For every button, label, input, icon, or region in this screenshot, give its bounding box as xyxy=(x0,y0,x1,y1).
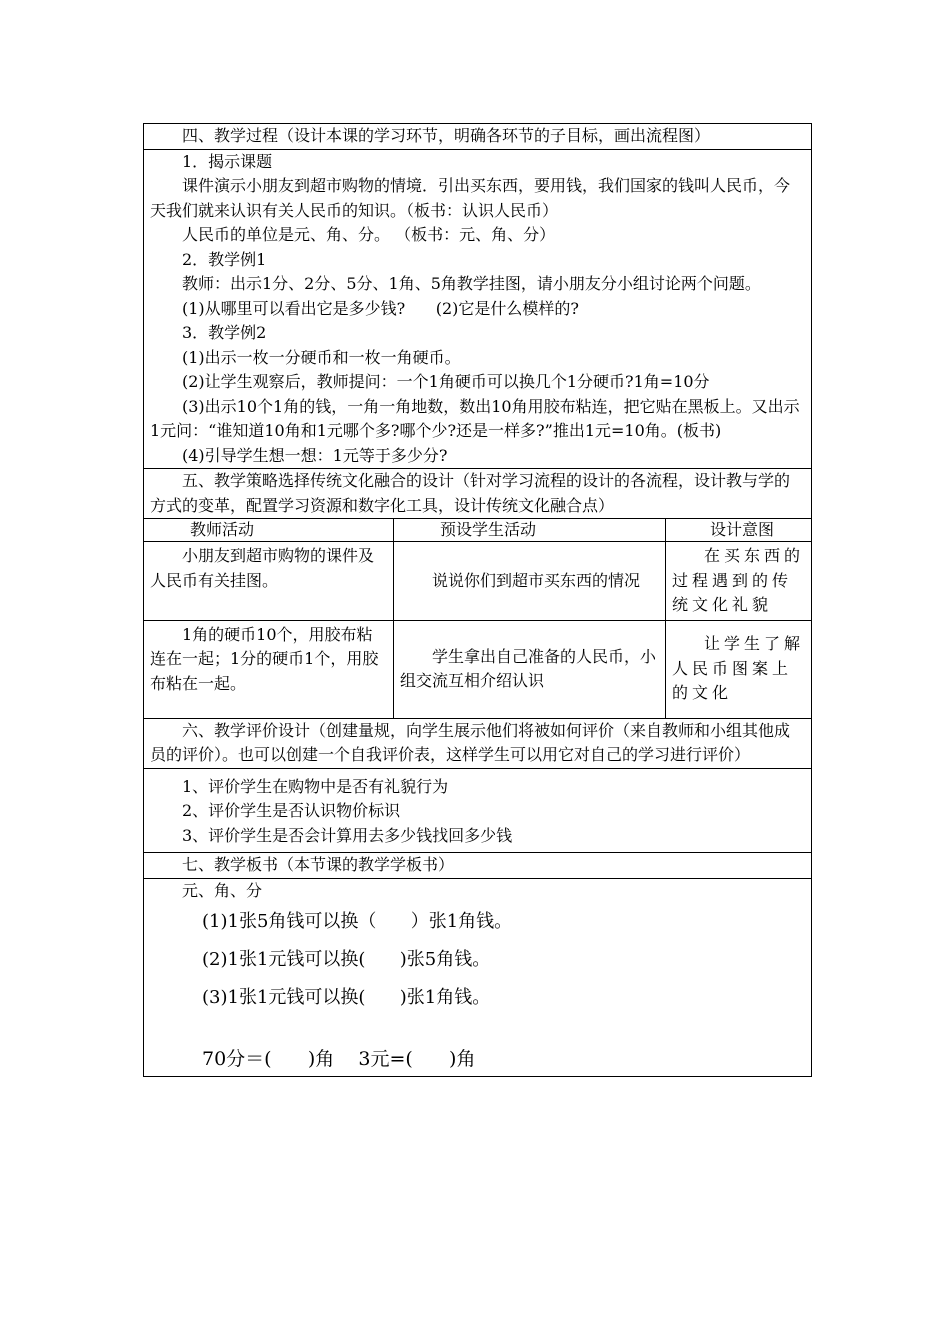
evaluation-item: 3、评价学生是否会计算用去多少钱找回多少钱 xyxy=(182,825,513,845)
section4-line: 1．揭示课题 xyxy=(182,151,273,171)
evaluation-item: 1、评价学生在购物中是否有礼貌行为 xyxy=(182,776,449,796)
board-item: (1)1张5角钱可以换（ ）张1角钱。 xyxy=(202,910,513,932)
design-intent-cell: 在买东西的过程遇到的传统文化礼貌 xyxy=(666,542,812,621)
section4-line: 2．教学例1 xyxy=(182,249,267,269)
section6-body xyxy=(144,768,812,853)
student-activity-cell: 说说你们到超市买东西的情况 xyxy=(394,542,666,621)
lesson-plan-table xyxy=(143,123,812,1077)
section4-line: 3．教学例2 xyxy=(182,323,267,342)
evaluation-item: 2、评价学生是否认识物价标识 xyxy=(182,801,401,820)
design-intent-cell: 让学生了解人民币图案上的文化 xyxy=(666,620,812,718)
column-header: 预设学生活动 xyxy=(394,519,666,542)
section4-line: (2)让学生观察后，教师提问：一个1角硬币可以换几个1分硬币?1角=10分 xyxy=(182,372,710,391)
section4-header: 四、教学过程（设计本课的学习环节，明确各环节的子目标，画出流程图） xyxy=(144,124,812,150)
lesson-plan-document xyxy=(143,123,811,1077)
teacher-activity-cell: 小朋友到超市购物的课件及人民币有关挂图。 xyxy=(144,542,394,621)
student-activity-cell: 学生拿出自己准备的人民币，小组交流互相介绍认识 xyxy=(394,620,666,718)
board-title: 元、角、分 xyxy=(182,880,263,900)
section4-line: (1)出示一枚一分硬币和一枚一角硬币。 xyxy=(182,347,461,367)
section4-line: 课件演示小朋友到超市购物的情境．引出买东西，要用钱，我们国家的钱叫人民币，今天我们就来认识有关人民币的知识。（板书：认识人民币） xyxy=(150,176,791,220)
section7-header: 七、教学板书（本节课的教学学板书） xyxy=(144,853,812,879)
teacher-activity-cell: 1角的硬币10个，用胶布粘连在一起；1分的硬币1个，用胶布粘在一起。 xyxy=(144,620,394,718)
section4-line: 人民币的单位是元、角、分。 （板书：元、角、分） xyxy=(182,225,556,244)
section4-line: 教师：出示1分、2分、5分、1角、5角教学挂图，请小朋友分小组讨论两个问题。 xyxy=(182,274,761,293)
board-item: (2)1张1元钱可以换( )张5角钱。 xyxy=(202,948,491,970)
column-header: 教师活动 xyxy=(144,519,394,542)
section4-line: (3)出示10个1角的钱，一角一角地数，数出10角用胶布粘连，把它贴在黑板上。又出示1元问：“谁知道10角和1元哪个多?哪个少?还是一样多?”推出1元=10角。(板书) xyxy=(150,396,800,440)
board-conversion: 70分＝( )角 3元=( )角 xyxy=(202,1047,476,1070)
section6-header: 六、教学评价设计（创建量规，向学生展示他们将被如何评价（来自教师和小组其他成员的评价）。也可以创建一个自我评价表，这样学生可以用它对自己的学习进行评价） xyxy=(144,718,812,768)
section7-board xyxy=(144,878,812,1076)
section5-header: 五、教学策略选择传统文化融合的设计（针对学习流程的设计的各流程，设计教与学的方式的变革，配置学习资源和数字化工具，设计传统文化融合点） xyxy=(144,469,812,519)
section4-line: (1)从哪里可以看出它是多少钱? (2)它是什么模样的? xyxy=(182,298,580,318)
column-header: 设计意图 xyxy=(666,519,812,542)
board-item: (3)1张1元钱可以换( )张1角钱。 xyxy=(202,986,491,1008)
section4-line: (4)引导学生想一想：1元等于多少分? xyxy=(182,445,448,465)
section4-body xyxy=(144,149,812,469)
